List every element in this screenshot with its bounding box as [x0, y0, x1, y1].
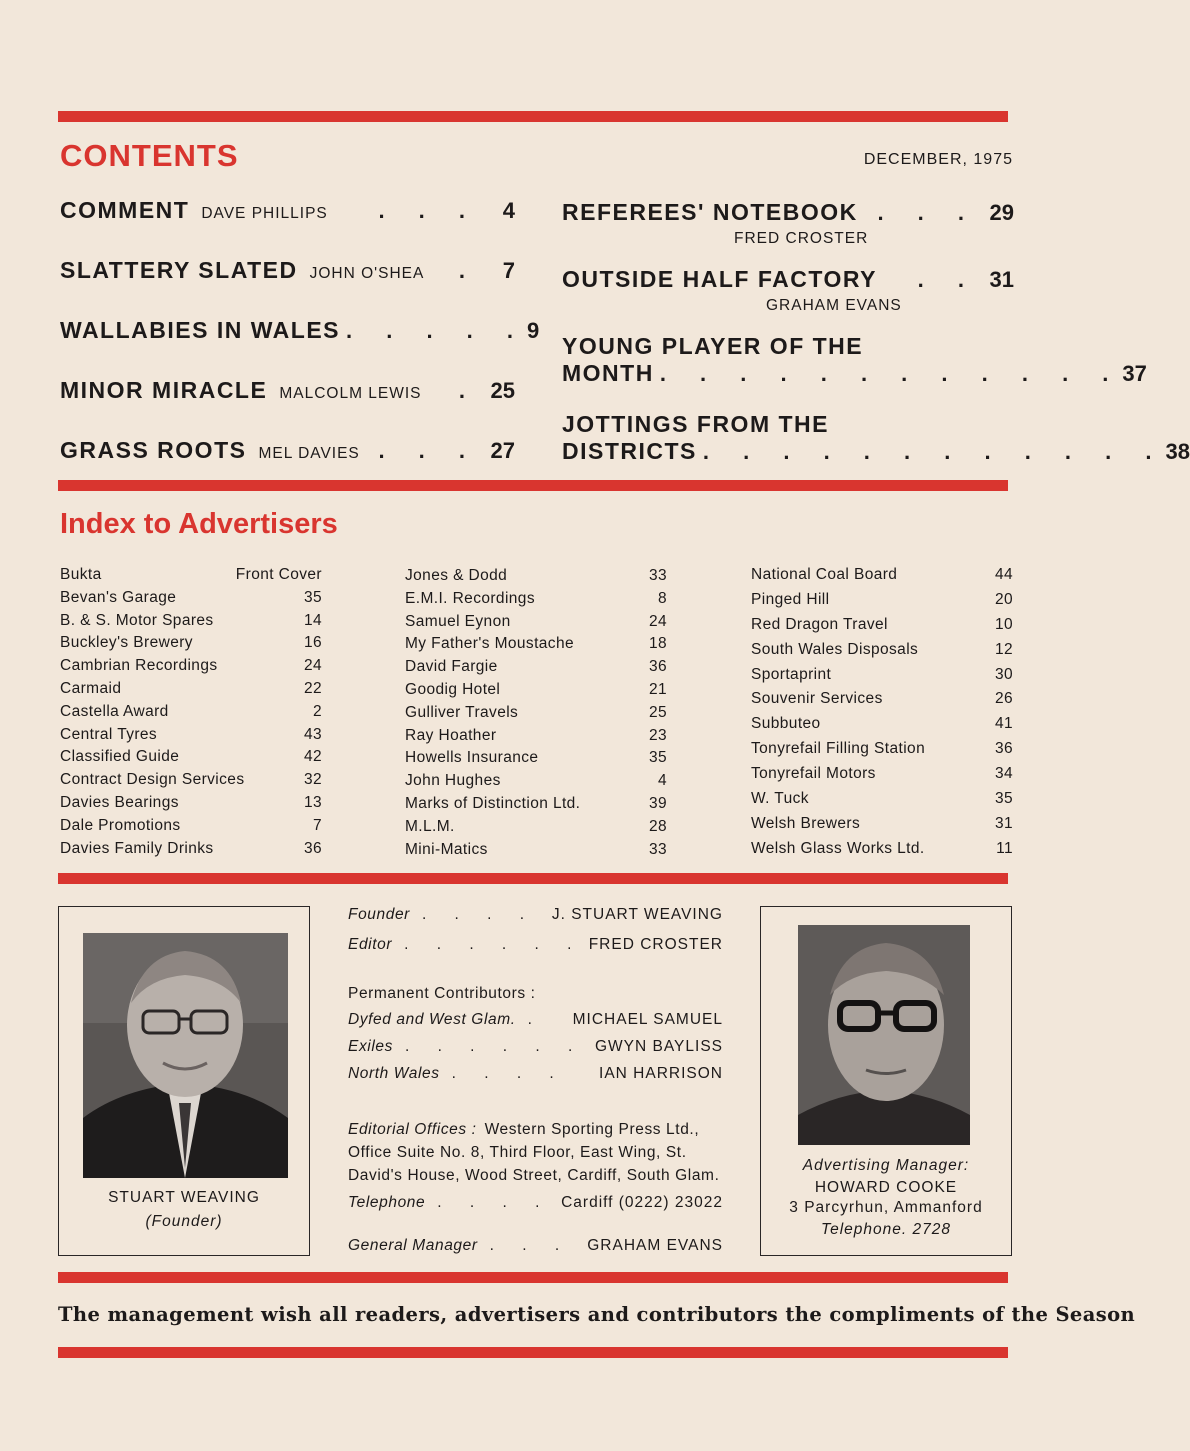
credit-value: MICHAEL SAMUEL: [572, 1011, 723, 1028]
entry-title: MINOR MIRACLE: [60, 377, 268, 403]
credit-founder: [348, 906, 723, 936]
advertiser-name: M.L.M.: [405, 817, 455, 835]
credit-telephone: [348, 1194, 723, 1237]
advertiser-name: E.M.I. Recordings: [405, 589, 535, 607]
credit-value: J. STUART WEAVING: [551, 906, 723, 923]
advertiser-page: 7: [312, 816, 322, 834]
advertiser-name: Bevan's Garage: [60, 588, 177, 606]
advertiser-row[interactable]: [751, 765, 1013, 790]
advertiser-row[interactable]: [751, 840, 1013, 865]
entry-page: 31: [989, 267, 1014, 292]
advertiser-page: 8: [657, 589, 667, 607]
advertiser-page: 35: [994, 790, 1013, 808]
advertiser-name: B. & S. Motor Spares: [60, 611, 214, 629]
advertiser-page: 31: [994, 814, 1013, 832]
credit-value: GWYN BAYLISS: [595, 1038, 723, 1055]
advertiser-name: Welsh Glass Works Ltd.: [751, 839, 925, 857]
advertising-manager-address: 3 Parcyrhun, Ammanford: [789, 1199, 983, 1216]
advertiser-page: 18: [648, 635, 667, 653]
advertiser-name: My Father's Moustache: [405, 635, 575, 653]
advertiser-row[interactable]: [60, 612, 322, 635]
advertiser-page: 36: [994, 740, 1013, 758]
advertiser-row[interactable]: [405, 658, 667, 681]
advertiser-page: 41: [994, 715, 1013, 733]
staff-credits: [348, 906, 723, 1263]
leader-dots: .: [458, 258, 479, 283]
advertiser-row[interactable]: [60, 794, 322, 817]
advertisers-divider-rule: [58, 873, 1008, 884]
advertiser-row[interactable]: [405, 590, 667, 613]
leader-dots: . . . .: [421, 906, 537, 923]
credit-label: Exiles: [348, 1038, 393, 1055]
advertiser-name: Red Dragon Travel: [751, 615, 888, 633]
advertiser-row[interactable]: [751, 690, 1013, 715]
advertiser-page: 44: [994, 566, 1013, 583]
advertiser-page: 21: [648, 680, 667, 698]
leader-dots: . . .: [378, 198, 479, 223]
advertiser-page: 14: [303, 611, 322, 629]
advertiser-name: Classified Guide: [60, 748, 180, 766]
founder-portrait-image: [83, 933, 288, 1178]
credit-label: General Manager: [348, 1237, 478, 1254]
advertiser-name: Jones & Dodd: [405, 567, 508, 584]
advertiser-row[interactable]: [60, 817, 322, 840]
advertising-manager-photo: [798, 925, 970, 1145]
advertiser-row[interactable]: [751, 641, 1013, 666]
advertiser-row[interactable]: [405, 841, 667, 864]
advertiser-page: 39: [648, 794, 667, 812]
credit-label: Founder: [348, 906, 410, 923]
credit-dyfed: [348, 1011, 723, 1038]
advertiser-page: 13: [303, 793, 322, 811]
entry-page: 37: [1122, 361, 1147, 386]
advertiser-row[interactable]: [405, 681, 667, 704]
entry-title: GRASS ROOTS: [60, 437, 247, 463]
entry-author: FRED CROSTER: [734, 230, 869, 247]
entry-title: OUTSIDE HALF FACTORY: [562, 266, 877, 292]
advertiser-page: 43: [303, 725, 322, 743]
advertiser-page: Front Cover: [235, 566, 322, 583]
credit-value: IAN HARRISON: [599, 1065, 723, 1082]
advertising-manager-portrait-image: [798, 925, 970, 1145]
advertiser-row[interactable]: [60, 771, 322, 794]
contents-entry[interactable]: [562, 266, 1014, 333]
advertiser-row[interactable]: [751, 591, 1013, 616]
advertiser-name: Bukta: [60, 566, 102, 583]
entry-author: DAVE PHILLIPS: [201, 205, 328, 222]
advertiser-name: Davies Family Drinks: [60, 839, 214, 857]
advertiser-row[interactable]: [405, 727, 667, 750]
contents-left-column: [60, 197, 540, 497]
advertiser-page: 2: [312, 702, 322, 720]
advertiser-page: 12: [994, 640, 1013, 658]
credit-value: Cardiff (0222) 23022: [561, 1194, 723, 1211]
founder-photo-box: [58, 906, 310, 1256]
advertiser-name: Gulliver Travels: [405, 703, 519, 721]
advertising-manager-box: [760, 906, 1012, 1256]
advertiser-page: 20: [994, 590, 1013, 608]
entry-author: GRAHAM EVANS: [766, 297, 902, 314]
entry-page: 4: [502, 198, 515, 223]
advertiser-page: 16: [303, 634, 322, 652]
advertiser-page: 36: [303, 839, 322, 857]
advertiser-name: Mini-Matics: [405, 840, 488, 858]
credit-value: GRAHAM EVANS: [587, 1237, 723, 1254]
advertiser-page: 42: [303, 748, 322, 766]
advertiser-name: Davies Bearings: [60, 793, 179, 811]
advertiser-name: Tonyrefail Filling Station: [751, 740, 926, 758]
leader-dots: . . . . . . . . . . . .: [702, 439, 1166, 464]
advertiser-row[interactable]: [405, 635, 667, 658]
leader-dots: . . . . . .: [404, 936, 584, 953]
advertiser-row[interactable]: [60, 840, 322, 863]
advertiser-row[interactable]: [60, 589, 322, 612]
entry-page: 38: [1165, 439, 1190, 464]
advertiser-name: Goodig Hotel: [405, 680, 501, 698]
advertiser-row[interactable]: [405, 613, 667, 636]
advertiser-name: Dale Promotions: [60, 816, 181, 834]
footer-bottom-rule: [58, 1347, 1008, 1358]
entry-title-line1: JOTTINGS FROM THE: [562, 411, 829, 437]
founder-photo-role: (Founder): [145, 1213, 223, 1230]
advertiser-row[interactable]: [60, 566, 322, 589]
top-rule: [58, 111, 1008, 122]
credit-label: Editorial Offices :: [348, 1121, 477, 1138]
advertisers-column-3: [751, 566, 1013, 865]
contents-heading: CONTENTS: [60, 138, 239, 173]
entry-author: MALCOLM LEWIS: [279, 385, 422, 402]
founder-photo-name: STUART WEAVING: [108, 1189, 260, 1206]
advertiser-name: Marks of Distinction Ltd.: [405, 794, 581, 812]
advertiser-page: 10: [994, 615, 1013, 633]
leader-dots: . . . . . .: [404, 1038, 585, 1055]
leader-dots: . . . .: [437, 1194, 552, 1211]
advertiser-name: Ray Hoather: [405, 726, 497, 744]
entry-page: 25: [490, 378, 515, 403]
issue-date: DECEMBER, 1975: [863, 151, 1013, 168]
advertiser-row[interactable]: [751, 740, 1013, 765]
editorial-offices-line1: [348, 1121, 723, 1144]
entry-title-line1: YOUNG PLAYER OF THE: [562, 333, 864, 359]
advertiser-page: 26: [994, 690, 1013, 708]
advertiser-name: Souvenir Services: [751, 690, 883, 708]
advertiser-row[interactable]: [60, 703, 322, 726]
advertiser-name: Cambrian Recordings: [60, 657, 218, 675]
leader-dots: . . . . . . . . . . . .: [659, 361, 1123, 386]
footer-top-rule: [58, 1272, 1008, 1283]
advertiser-row[interactable]: [405, 704, 667, 727]
credit-general-manager: [348, 1237, 723, 1263]
contents-entry[interactable]: [60, 197, 515, 257]
editorial-offices-line3: David's House, Wood Street, Cardiff, South Glam.: [348, 1167, 720, 1184]
advertiser-name: Sportaprint: [751, 665, 832, 683]
advertiser-name: Subbuteo: [751, 715, 821, 733]
entry-title: REFEREES' NOTEBOOK: [562, 199, 858, 225]
leader-dots: . . . . .: [346, 318, 528, 343]
entry-page: 27: [490, 438, 515, 463]
advertiser-row[interactable]: [751, 566, 1013, 591]
advertiser-page: 35: [303, 588, 322, 606]
contents-entry[interactable]: [60, 317, 540, 377]
contents-entry[interactable]: [60, 257, 515, 317]
advertising-manager-telephone: Telephone. 2728: [821, 1221, 951, 1238]
leader-dots: . . .: [489, 1237, 572, 1254]
credit-north-wales: [348, 1065, 723, 1121]
advertiser-row[interactable]: [60, 634, 322, 657]
advertising-manager-role: Advertising Manager:: [802, 1157, 970, 1174]
leader-dots: . . .: [877, 200, 978, 225]
advertisers-heading: Index to Advertisers: [60, 508, 338, 540]
entry-page: 7: [502, 258, 515, 283]
advertiser-row[interactable]: [751, 815, 1013, 840]
advertiser-row[interactable]: [60, 680, 322, 703]
advertiser-name: Buckley's Brewery: [60, 634, 193, 652]
contents-entry[interactable]: [562, 333, 1147, 411]
advertiser-row[interactable]: [60, 657, 322, 680]
advertiser-page: 25: [648, 703, 667, 721]
contents-entry[interactable]: [562, 199, 1014, 266]
advertiser-row[interactable]: [405, 749, 667, 772]
season-greeting: The management wish all readers, advertisers and contributors the compliments of the Season: [58, 1303, 1136, 1326]
advertiser-page: 35: [648, 749, 667, 767]
advertiser-page: 33: [648, 840, 667, 858]
leader-dots: . .: [917, 267, 978, 292]
credit-label: North Wales: [348, 1065, 440, 1082]
advertiser-name: South Wales Disposals: [751, 640, 919, 658]
advertiser-row[interactable]: [751, 616, 1013, 641]
entry-title-line2: MONTH: [562, 360, 654, 386]
advertiser-page: 36: [648, 658, 667, 676]
advertiser-page: 24: [648, 612, 667, 630]
advertiser-name: Samuel Eynon: [405, 612, 511, 630]
entry-title-line2: DISTRICTS: [562, 438, 697, 464]
contents-entry[interactable]: [562, 411, 1190, 465]
advertiser-name: Welsh Brewers: [751, 814, 861, 832]
leader-dots: . . .: [378, 438, 479, 463]
contents-divider-rule: [58, 480, 1008, 491]
advertiser-name: Carmaid: [60, 679, 122, 697]
advertiser-row[interactable]: [751, 666, 1013, 691]
credit-exiles: [348, 1038, 723, 1065]
advertiser-name: Castella Award: [60, 702, 169, 720]
advertiser-row[interactable]: [60, 748, 322, 771]
offices-address: Western Sporting Press Ltd.,: [484, 1121, 700, 1138]
entry-title: WALLABIES IN WALES: [60, 317, 340, 343]
credit-label: Telephone: [348, 1194, 426, 1211]
advertising-manager-name: HOWARD COOKE: [814, 1179, 958, 1196]
credit-label: Dyfed and West Glam.: [348, 1011, 516, 1028]
advertiser-page: 28: [648, 817, 667, 835]
credit-value: FRED CROSTER: [588, 936, 723, 953]
advertiser-page: 23: [648, 726, 667, 744]
advertiser-page: 30: [994, 665, 1013, 683]
advertiser-page: 4: [657, 772, 667, 790]
editorial-offices-line2: Office Suite No. 8, Third Floor, East Wing, St.: [348, 1144, 687, 1161]
advertiser-name: Pinged Hill: [751, 590, 830, 608]
advertiser-name: David Fargie: [405, 658, 498, 676]
advertiser-row[interactable]: [405, 795, 667, 818]
advertiser-page: 34: [994, 765, 1013, 783]
advertiser-page: 11: [996, 839, 1013, 857]
founder-photo: [83, 933, 288, 1178]
advertiser-page: 32: [303, 771, 322, 789]
advertisers-column-2: [405, 567, 667, 863]
contents-entry[interactable]: [60, 377, 515, 437]
credit-label: Editor: [348, 936, 393, 953]
entry-author: MEL DAVIES: [258, 445, 360, 462]
advertiser-row[interactable]: [405, 567, 667, 590]
entry-author: JOHN O'SHEA: [309, 265, 425, 282]
advertiser-name: W. Tuck: [751, 790, 809, 808]
advertiser-row[interactable]: [751, 790, 1013, 815]
advertiser-page: 24: [303, 657, 322, 675]
advertiser-name: Contract Design Services: [60, 771, 245, 789]
advertiser-name: Central Tyres: [60, 725, 158, 743]
contents-right-column: [562, 199, 1190, 465]
advertiser-page: 33: [648, 567, 667, 584]
advertiser-name: National Coal Board: [751, 566, 898, 583]
leader-dots: .: [527, 1011, 544, 1028]
entry-page: 29: [989, 200, 1014, 225]
advertiser-row[interactable]: [60, 726, 322, 749]
advertiser-row[interactable]: [405, 818, 667, 841]
entry-title: SLATTERY SLATED: [60, 257, 298, 283]
advertiser-name: John Hughes: [405, 772, 501, 790]
advertiser-page: 22: [303, 679, 322, 697]
advertiser-row[interactable]: [405, 772, 667, 795]
credit-editor: [348, 936, 723, 985]
advertiser-name: Howells Insurance: [405, 749, 539, 767]
leader-dots: .: [458, 378, 479, 403]
entry-page: 9: [527, 318, 540, 343]
advertiser-row[interactable]: [751, 715, 1013, 740]
contributors-heading: Permanent Contributors :: [348, 985, 536, 1002]
advertisers-column-1: [60, 566, 322, 862]
advertiser-name: Tonyrefail Motors: [751, 765, 876, 783]
entry-title: COMMENT: [60, 197, 190, 223]
leader-dots: . . . .: [451, 1065, 566, 1082]
